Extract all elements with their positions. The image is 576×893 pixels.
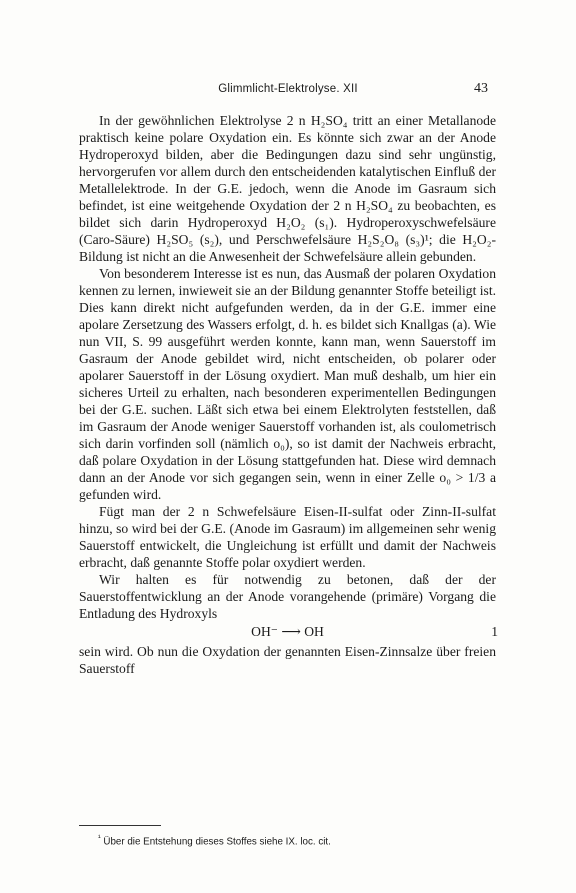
footnote-marker: ¹	[98, 833, 101, 842]
page-number: 43	[474, 81, 488, 96]
body-text	[79, 112, 496, 677]
paragraph-4: Wir halten es für notwendig zu betonen, daß der der Sauerstoffentwicklung an der Anode vorangehende (primäre) Vorgang die Entladung des Hydroxyls	[79, 572, 496, 621]
running-title: Glimmlicht-Elektrolyse. XII	[218, 83, 358, 95]
paragraph-5: sein wird. Ob nun die Oxydation der genannten Eisen-Zinnsalze über freien Sauerstoff	[79, 644, 496, 676]
paragraph-1: In der gewöhnlichen Elektrolyse 2 n H₂SO₄ tritt an einer Metallanode praktisch keine polare Oxydation ein. Es könnte sich zwar an der Anode Hydroperoxyd bilden, aber die Bedingungen dazu sind sehr ungünstig, hervorgerufen vor allem durch den entscheidenden katalytischen Einfluß der Metallelektrode. In der G.E. jedoch, wenn die Anode im Gasraum sich befindet, ist eine weitgehende Oxydation der 2 n H₂SO₄ zu beobachten, es bildet sich darin Hydroperoxyd H₂O₂ (s₁). Hydroperoxyschwefelsäure (Caro-Säure) H₂SO₅ (s₂), und Perschwefelsäure H₂S₂O₈ (s₃)¹; die H₂O₂-Bildung ist nicht an die Anwesenheit der Schwefelsäure allein gebunden.	[79, 113, 496, 264]
page-header	[0, 83, 576, 101]
footnote	[98, 833, 498, 847]
paragraph-3: Fügt man der 2 n Schwefelsäure Eisen-II-sulfat oder Zinn-II-sulfat hinzu, so wird bei der G.E. (Anode im Gasraum) im allgemeinen sehr wenig Sauerstoff entwickelt, die Ungleichung ist erfüllt und damit der Nachweis erbracht, daß genannte Stoffe polar oxydiert werden.	[79, 504, 496, 570]
equation-formula: OH⁻ ⟶ OH	[251, 624, 324, 639]
footnote-divider	[79, 825, 161, 826]
equation-row	[79, 622, 496, 643]
paragraph-2: Von besonderem Interesse ist es nun, das Ausmaß der polaren Oxydation kennen zu lernen, inwieweit sie an der Bildung genannter Stoffe beteiligt ist. Dies kann direkt nicht aufgefunden werden, da in der G.E. immer eine apolare Zersetzung des Wassers erfolgt, d. h. es bildet sich Knallgas (a). Wie nun VII, S. 99 ausgeführt werden konnte, kann man, wenn Sauerstoff im Gasraum der Anode gebildet wird, nicht entscheiden, ob polarer oder apolarer Sauerstoff in der Lösung oxydiert. Man muß deshalb, um hier ein sicheres Urteil zu erhalten, nach besonderen experimentellen Bedingungen bei der G.E. suchen. Läßt sich etwa bei einem Elektrolyten feststellen, daß im Gasraum der Anode weniger Sauerstoff vorhanden ist, als coulometrisch sich darin vorfinden soll (nämlich o₀), so ist damit der Nachweis erbracht, daß polare Oxydation in der Lösung stattgefunden hat. Diese wird demnach dann an der Anode vor sich gegangen sein, wenn in einer Zelle o₀ > 1/3 a gefunden wird.	[79, 266, 496, 502]
footnote-text: Über die Entstehung dieses Stoffes siehe IX. loc. cit.	[103, 836, 331, 848]
equation-number: 1	[491, 624, 498, 639]
